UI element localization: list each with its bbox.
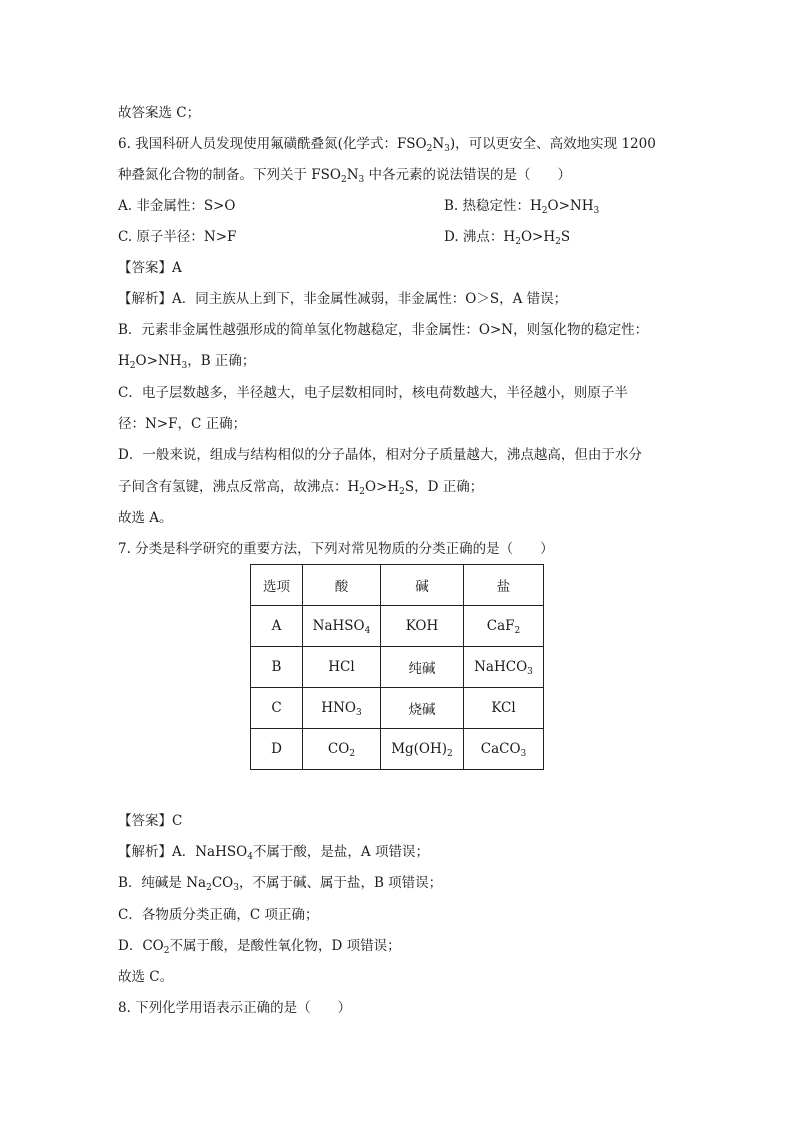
option-b: B. 热稳定性：$H_2O>NH_3$ (444, 198, 600, 216)
explanation-7-line3: C．各物质分类正确，C 项正确； (118, 907, 319, 923)
explanation-6-line2: B．元素非金属性越强形成的简单氢化物越稳定，非金属性：O>N，则氢化物的稳定性： (118, 322, 649, 338)
answer-line-prev: 故答案选 C； (118, 105, 201, 121)
option-c: C. 原子半径：N>F (118, 229, 237, 245)
question-6-line1: 6. 我国科研人员发现使用氟磺酰叠氮(化学式：$FSO_2N_3$)，可以更安全、高效地实现 1200 (118, 136, 656, 154)
cell-option: A (251, 606, 303, 647)
cell-option: D (251, 729, 303, 770)
cell-acid: NaHSO$_4$ (303, 606, 381, 647)
header-acid: 酸 (303, 565, 381, 606)
explanation-6-line3: $H_2O>NH_3$，B 正确； (118, 353, 256, 371)
explanation-6-line7: 子间含有氢键，沸点反常高，故沸点：$H_2O>H_2S$，D 正确； (118, 479, 484, 497)
table-row (251, 647, 544, 688)
explanation-7-line4: D．$CO_2$不属于酸，是酸性氧化物，D 项错误； (118, 938, 401, 956)
cell-option: B (251, 647, 303, 688)
cell-salt: CaF$_2$ (464, 606, 544, 647)
cell-acid: $CO_2$ (303, 729, 381, 770)
table-row (251, 606, 544, 647)
table-row (251, 688, 544, 729)
explanation-6-line6: D．一般来说，组成与结构相似的分子晶体，相对分子质量越大，沸点越高，但由于水分 (118, 447, 642, 463)
option-d: D. 沸点：$H_2O>H_2S$ (444, 229, 571, 247)
classification-table (250, 564, 544, 770)
explanation-7-line1: 【解析】A．NaHSO$_4$不属于酸，是盐，A 项错误； (118, 844, 429, 862)
answer-7: 【答案】C (118, 813, 183, 829)
cell-acid: HCl (303, 647, 381, 688)
explanation-6-line4: C．电子层数越多，半径越大，电子层数相同时，核电荷数越大，半径越小，则原子半 (118, 385, 628, 401)
cell-acid: $HNO_3$ (303, 688, 381, 729)
table-header-row (251, 565, 544, 606)
option-a: A. 非金属性：S>O (118, 198, 236, 214)
cell-salt: KCl (464, 688, 544, 729)
cell-base: 纯碱 (381, 647, 464, 688)
explanation-6-line5: 径：N>F，C 正确； (118, 416, 247, 432)
cell-base: 烧碱 (381, 688, 464, 729)
table-row (251, 729, 544, 770)
explanation-7-conclusion: 故选 C。 (118, 969, 174, 985)
header-base: 碱 (381, 565, 464, 606)
question-8: 8. 下列化学用语表示正确的是（ ） (118, 1000, 352, 1016)
explanation-6-line1: 【解析】A．同主族从上到下，非金属性减弱，非金属性：O＞S，A 错误； (118, 291, 568, 307)
header-salt: 盐 (464, 565, 544, 606)
cell-base: KOH (381, 606, 464, 647)
cell-base: $Mg(OH)_2$ (381, 729, 464, 770)
cell-salt: NaHCO$_3$ (464, 647, 544, 688)
header-option: 选项 (251, 565, 303, 606)
cell-option: C (251, 688, 303, 729)
cell-salt: CaCO$_3$ (464, 729, 544, 770)
question-7: 7. 分类是科学研究的重要方法，下列对常见物质的分类正确的是（ ） (118, 541, 554, 557)
answer-6: 【答案】A (118, 260, 182, 276)
explanation-7-line2: B．纯碱是 $Na_2CO_3$，不属于碱、属于盐，B 项错误； (118, 875, 443, 893)
explanation-6-conclusion: 故选 A。 (118, 510, 173, 526)
question-6-line2: 种叠氮化合物的制备。下列关于 $FSO_2N_3$ 中各元素的说法错误的是（ ） (118, 167, 572, 185)
